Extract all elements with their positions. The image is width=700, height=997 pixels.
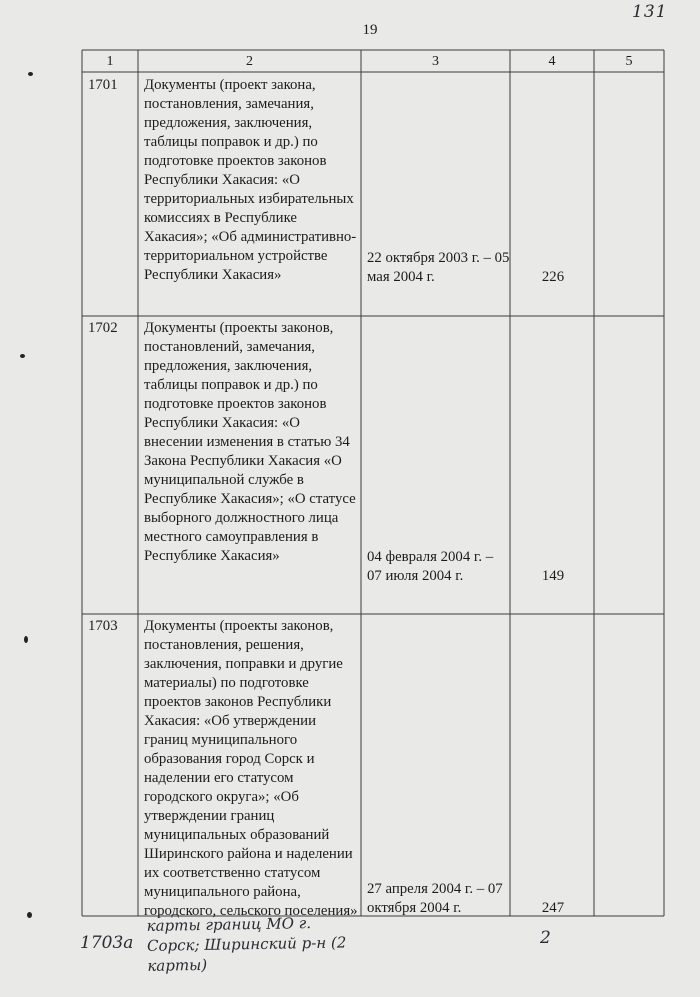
row-1701-dates: 22 октября 2003 г. – 05 мая 2004 г. bbox=[367, 250, 510, 285]
binding-mark bbox=[28, 72, 33, 76]
row-1702-dates: 04 февраля 2004 г. – 07 июля 2004 г. bbox=[367, 549, 494, 584]
binding-mark bbox=[24, 636, 28, 643]
column-header-3: 3 bbox=[432, 54, 439, 69]
binding-mark bbox=[27, 912, 32, 918]
row-1703-pages: 247 bbox=[541, 900, 565, 916]
row-1701-pages: 226 bbox=[541, 269, 565, 285]
row-1702-number: 1702 bbox=[88, 320, 118, 336]
addendum-pages: 2 bbox=[540, 928, 551, 948]
column-header-4: 4 bbox=[548, 54, 556, 69]
row-1701-title: Документы (проект закона, постановления, замечания, предложения, заключения, таблицы поправок и др.) по подготовке проектов законов Республики Хакасия: «О территориальных избирательных комиссиях в Республике Хакасия»; «Об административно-территориальном устройстве Республики Хакасия» bbox=[144, 77, 357, 283]
page-number: 19 bbox=[362, 22, 378, 38]
column-header-2: 2 bbox=[246, 54, 253, 69]
row-1703-dates: 27 апреля 2004 г. – 07 октября 2004 г. bbox=[367, 881, 503, 916]
row-1702-pages: 149 bbox=[541, 568, 565, 584]
row-1703-title: Документы (проекты законов, постановления, решения, заключения, поправки и другие материалы) по подготовке проектов законов Республики Хакасия: «Об утверждении границ муниципального образования город Сорск и наделении его статусом городского округа»; «Об утверждении границ муниципальных образований Ширинского района и наделении их соответственно статусом муниципального района, городского, сельского поселения» bbox=[144, 618, 358, 919]
row-1702-title: Документы (проекты законов, постановлений, замечания, предложения, заключения, таблицы поправок и др.) по подготовке проектов законов Республики Хакасия: «О внесении изменения в статью 34 Закона Республики Хакасия «О муниципальной службе в Республике Хакасия»; «О статусе выборного должностного лица местного самоуправления в Республике Хакасия» bbox=[144, 320, 356, 564]
addendum-number: 1703а bbox=[80, 933, 134, 953]
row-1703-number: 1703 bbox=[88, 618, 118, 634]
row-1701-number: 1701 bbox=[88, 77, 118, 93]
addendum-note: карты границ МО г. Сорск; Ширинский р-н (2 карты) bbox=[146, 914, 347, 975]
binding-mark bbox=[20, 354, 25, 358]
archive-sheet-number: 131 bbox=[632, 2, 668, 22]
column-header-5: 5 bbox=[625, 54, 633, 69]
column-header-1: 1 bbox=[106, 54, 114, 69]
